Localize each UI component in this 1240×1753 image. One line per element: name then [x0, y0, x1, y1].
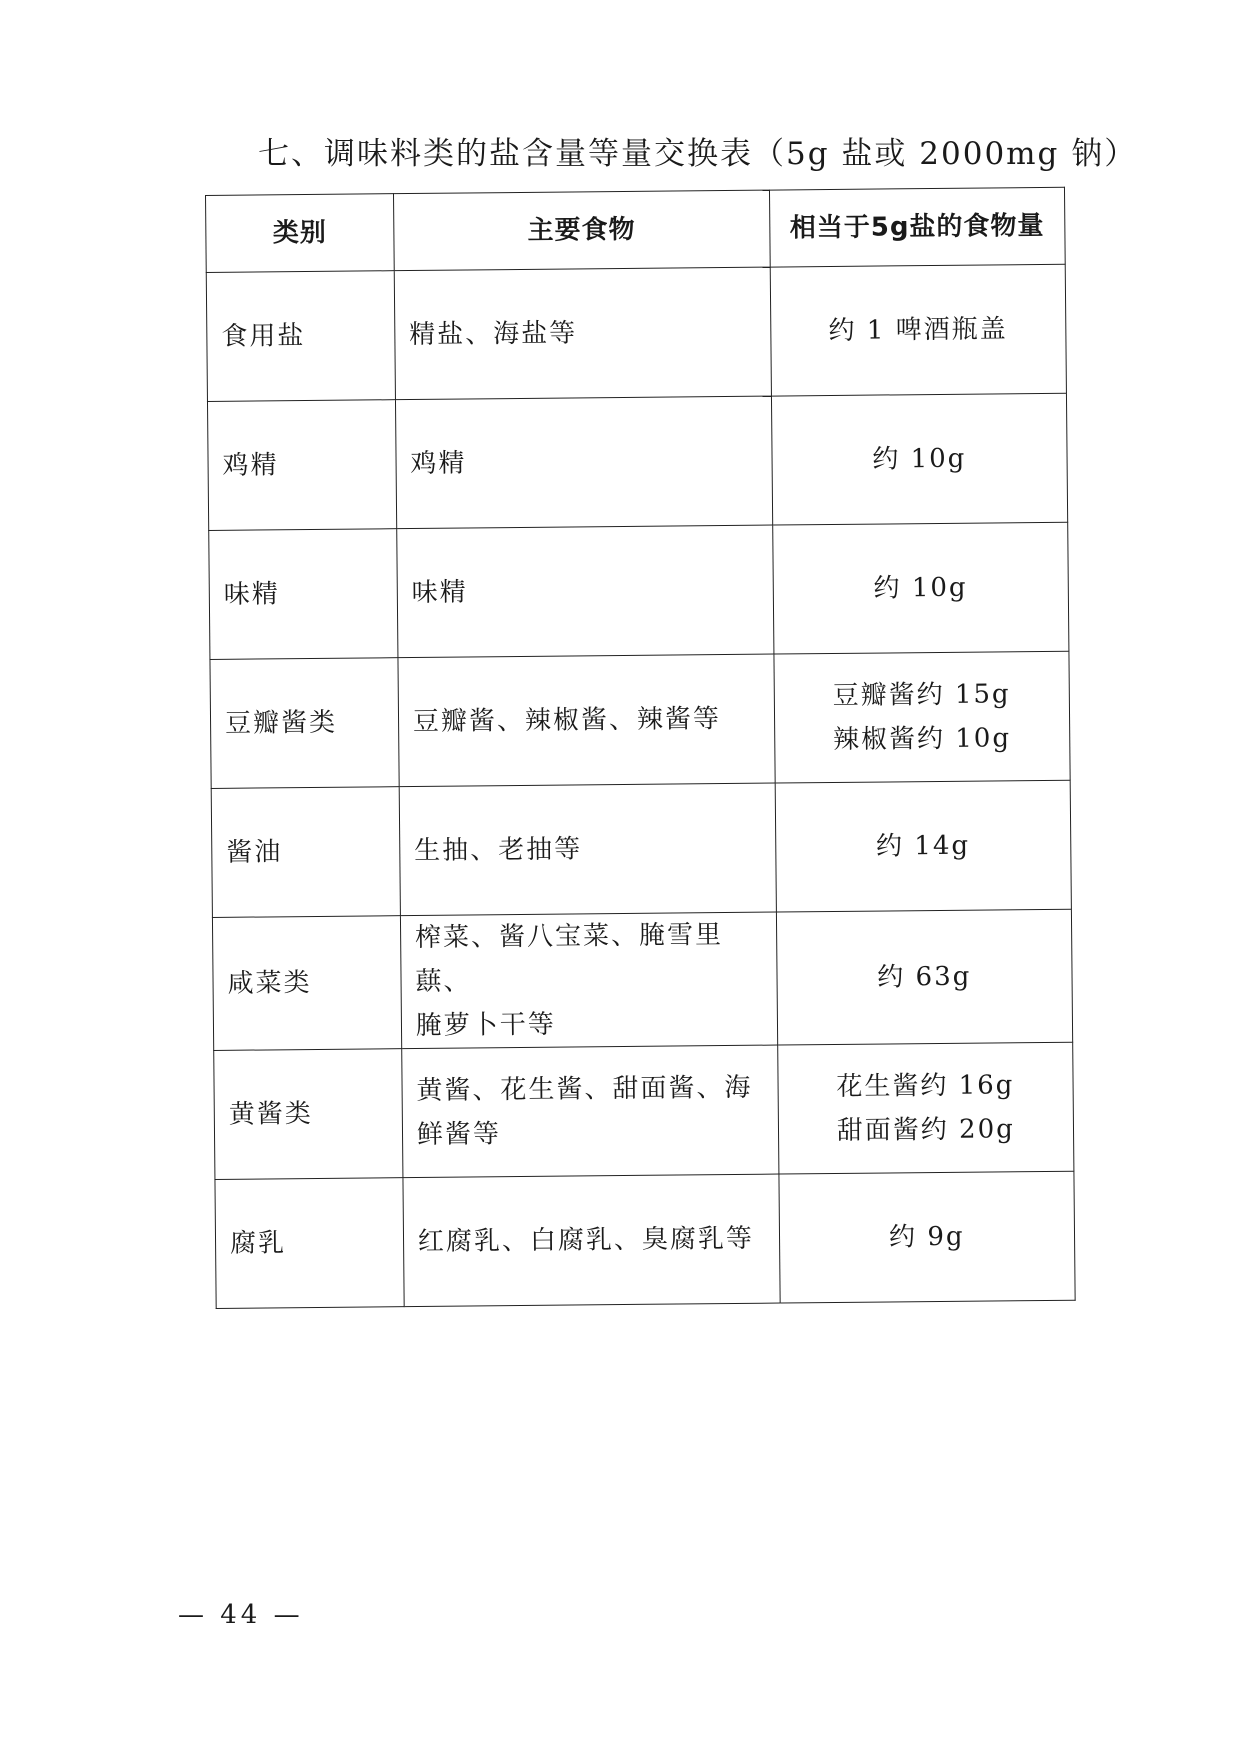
amount-line: 约 63g: [877, 961, 972, 993]
table-row: [211, 780, 1071, 917]
row-category: 豆瓣酱类: [210, 658, 399, 789]
amount-line: 约 14g: [875, 830, 971, 862]
table-row: [210, 651, 1070, 788]
row-category: 鸡精: [207, 400, 396, 531]
amount-line: 豆瓣酱约 15g: [832, 679, 1011, 711]
row-amount: [771, 393, 1068, 525]
table-row: [206, 264, 1066, 401]
row-foods: [402, 1045, 779, 1178]
foods-line: 鲜酱等: [416, 1119, 502, 1151]
row-foods: [394, 267, 771, 400]
row-foods: [398, 654, 775, 787]
row-foods: [403, 1174, 780, 1307]
row-amount: [777, 1042, 1074, 1174]
foods-line: 豆瓣酱、辣椒酱、辣酱等: [412, 704, 722, 738]
table-row: [207, 393, 1067, 530]
foods-line: 腌萝卜干等: [415, 1009, 556, 1042]
amount-line: 约 10g: [872, 443, 967, 475]
row-amount: [774, 651, 1071, 783]
amount-line: 约 9g: [888, 1221, 965, 1253]
row-foods: [395, 396, 772, 529]
table-row: [212, 909, 1072, 1050]
row-category: 腐乳: [215, 1178, 404, 1309]
page-number: — 44 —: [178, 1600, 304, 1630]
amount-line: 甜面酱约 20g: [836, 1114, 1015, 1146]
foods-line: 榨菜、酱八宝菜、腌雪里蕻、: [414, 920, 724, 998]
table-header-row: [206, 187, 1066, 272]
row-category: 黄酱类: [214, 1049, 403, 1180]
foods-line: 鸡精: [410, 448, 467, 480]
header-amount: 相当于5g盐的食物量: [769, 187, 1065, 267]
amount-line: 约 1 啤酒瓶盖: [828, 314, 1008, 347]
row-category: 食用盐: [206, 271, 395, 402]
page-title: 七、调味料类的盐含量等量交换表（5g 盐或 2000mg 钠）: [258, 136, 1138, 172]
row-category: 咸菜类: [212, 916, 401, 1051]
row-amount: [779, 1171, 1076, 1303]
row-amount: [776, 909, 1073, 1045]
foods-line: 生抽、老抽等: [414, 834, 583, 867]
table-row: [215, 1171, 1075, 1308]
row-amount: [770, 264, 1067, 396]
header-main-foods: 主要食物: [393, 190, 769, 271]
amount-line: 花生酱约 16g: [836, 1070, 1015, 1102]
salt-exchange-table: [205, 187, 1076, 1309]
foods-line: 味精: [411, 577, 468, 609]
row-category: 酱油: [211, 787, 400, 918]
row-foods: [399, 783, 776, 916]
foods-line: 黄酱、花生酱、甜面酱、海: [416, 1072, 753, 1107]
row-foods: [397, 525, 774, 658]
table-row: [209, 522, 1069, 659]
row-amount: [775, 780, 1072, 912]
row-foods: [400, 912, 777, 1049]
amount-line: 约 10g: [873, 572, 968, 604]
header-category: 类别: [206, 194, 395, 273]
foods-line: 精盐、海盐等: [409, 318, 578, 351]
foods-line: 红腐乳、白腐乳、臭腐乳等: [417, 1223, 755, 1258]
row-category: 味精: [209, 529, 398, 660]
amount-line: 辣椒酱约 10g: [832, 723, 1012, 755]
row-amount: [772, 522, 1069, 654]
table-row: [214, 1042, 1074, 1179]
